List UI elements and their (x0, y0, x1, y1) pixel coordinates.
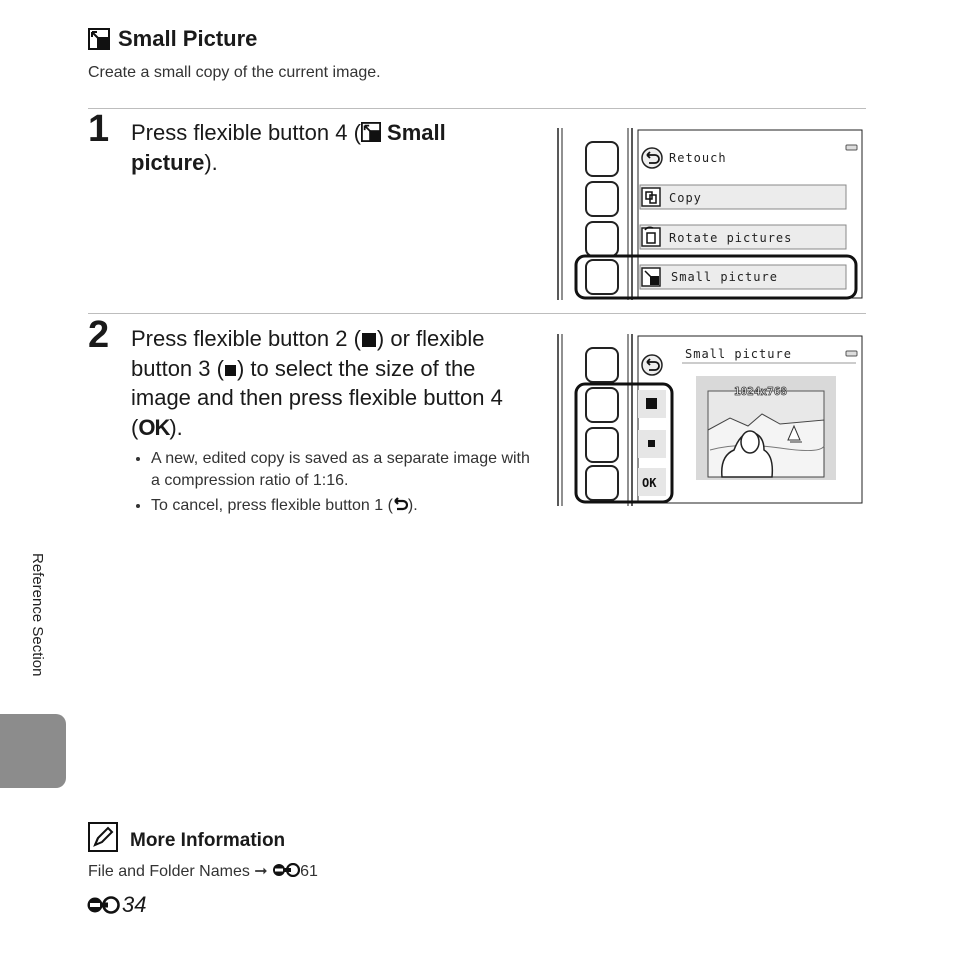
step-2-number: 2 (88, 314, 110, 356)
small-picture-icon (88, 28, 110, 50)
battery-icon (846, 351, 857, 356)
step-1-text: Press flexible button 4 ( Small picture). (131, 120, 446, 175)
divider (88, 313, 866, 314)
flex-button-3[interactable] (586, 222, 618, 256)
small-size-icon (225, 365, 236, 376)
flex-button-4[interactable] (586, 260, 618, 294)
large-size-icon (362, 333, 376, 347)
bullet-cancel: • To cancel, press flexible button 1 ( ). (151, 495, 531, 517)
page-number: 34 (86, 892, 146, 918)
flex-button-2[interactable] (586, 388, 618, 422)
preview-size-label: 1024x768 (734, 385, 787, 398)
section-title (88, 26, 257, 52)
ok-label: OK (642, 476, 657, 490)
step-2-bullets (131, 448, 531, 520)
more-info-link[interactable]: File and Folder Names ➞ 61 (88, 863, 318, 880)
menu-item-copy-label: Copy (669, 191, 702, 205)
more-info-heading: More Information (130, 830, 286, 851)
screen-title: Small picture (685, 347, 792, 361)
section-title-text: Small Picture (118, 26, 258, 51)
section-subtitle: Create a small copy of the current image. (88, 64, 381, 81)
camera-screen-retouch (550, 124, 866, 304)
flex-button-1[interactable] (586, 142, 618, 176)
reference-icon (86, 896, 120, 914)
divider (88, 108, 866, 109)
sidebar-label: Reference Section (29, 553, 46, 677)
small-picture-icon (361, 122, 381, 142)
camera-screen-small-picture (550, 330, 866, 510)
bullet-saved: • A new, edited copy is saved as a separate image with a compression ratio of 1:16. (151, 448, 531, 492)
back-icon (393, 497, 408, 511)
flex-button-3[interactable] (586, 428, 618, 462)
screen-menu-title: Retouch (669, 151, 727, 165)
flex-button-1[interactable] (586, 348, 618, 382)
flex-button-4[interactable] (586, 466, 618, 500)
ok-icon: OK (138, 414, 170, 440)
battery-icon (846, 145, 857, 150)
reference-icon (272, 863, 300, 877)
section-tab (0, 714, 66, 788)
menu-item-rotate-label: Rotate pictures (669, 231, 793, 245)
step-2-text: Press flexible button 2 ( ) or flexible button 3 ( ) to select the size of the image and then press flexible button 4 (OK). (131, 326, 503, 440)
step-1-number: 1 (88, 108, 110, 150)
menu-item-small-picture-label: Small picture (671, 270, 778, 284)
step-1-bold: Small picture (131, 120, 446, 175)
pencil-icon (88, 822, 118, 852)
flex-button-2[interactable] (586, 182, 618, 216)
